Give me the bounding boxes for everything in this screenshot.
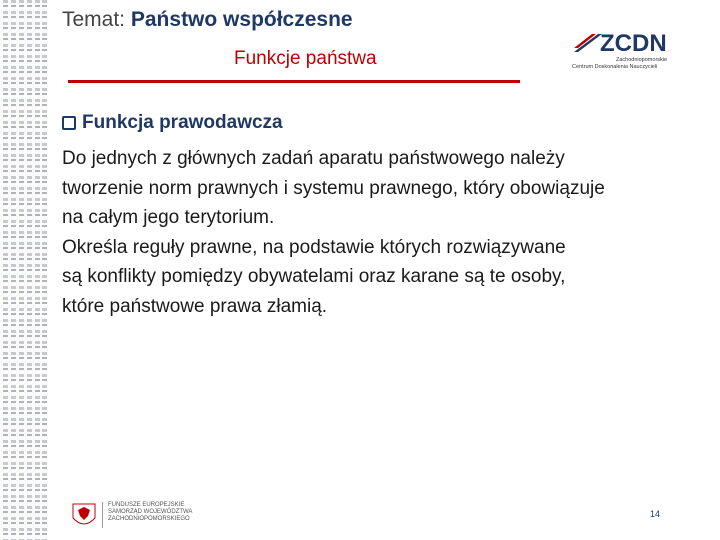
logo-caption-2: Centrum Doskonalenia Nauczycieli: [572, 64, 658, 70]
body-line: są konflikty pomiędzy obywatelami oraz karane są te osoby,: [62, 266, 566, 287]
body-line: na całym jego terytorium.: [62, 207, 275, 228]
page-number: 14: [650, 509, 661, 519]
checkbox-bullet-icon: [62, 116, 76, 130]
logo-text: ZCDN: [600, 30, 667, 57]
footer-line: FUNDUSZE EUROPEJSKIE: [108, 502, 185, 508]
logo-caption-1: Zachodniopomorskie: [616, 57, 668, 63]
footer-caption: [108, 502, 192, 523]
body-text: [62, 144, 702, 321]
section-heading-text: Funkcja prawodawcza: [82, 112, 283, 133]
body-line: które państwowe prawa złamią.: [62, 295, 328, 317]
body-line: Do jednych z głównych zadań aparatu państwowego należy: [62, 148, 565, 169]
footer-line: ZACHODNIOPOMORSKIEGO: [108, 516, 190, 522]
body-line: Określa reguły prawne, na podstawie których rozwiązywane: [62, 236, 566, 258]
title-topic: Państwo współczesne: [130, 8, 353, 31]
zcdn-logo: [572, 26, 682, 72]
decorative-text-strip: [0, 0, 48, 540]
slide-title: [62, 8, 353, 32]
body-line: tworzenie norm prawnych i systemu prawnego, który obowiązuje: [62, 177, 605, 199]
title-label: Temat:: [62, 8, 126, 31]
footer-line: SAMORZĄD WOJEWÓDZTWA: [108, 509, 193, 515]
title-divider: [68, 80, 520, 83]
slide-subtitle: Funkcje państwa: [234, 48, 377, 69]
section-heading: [62, 112, 283, 134]
